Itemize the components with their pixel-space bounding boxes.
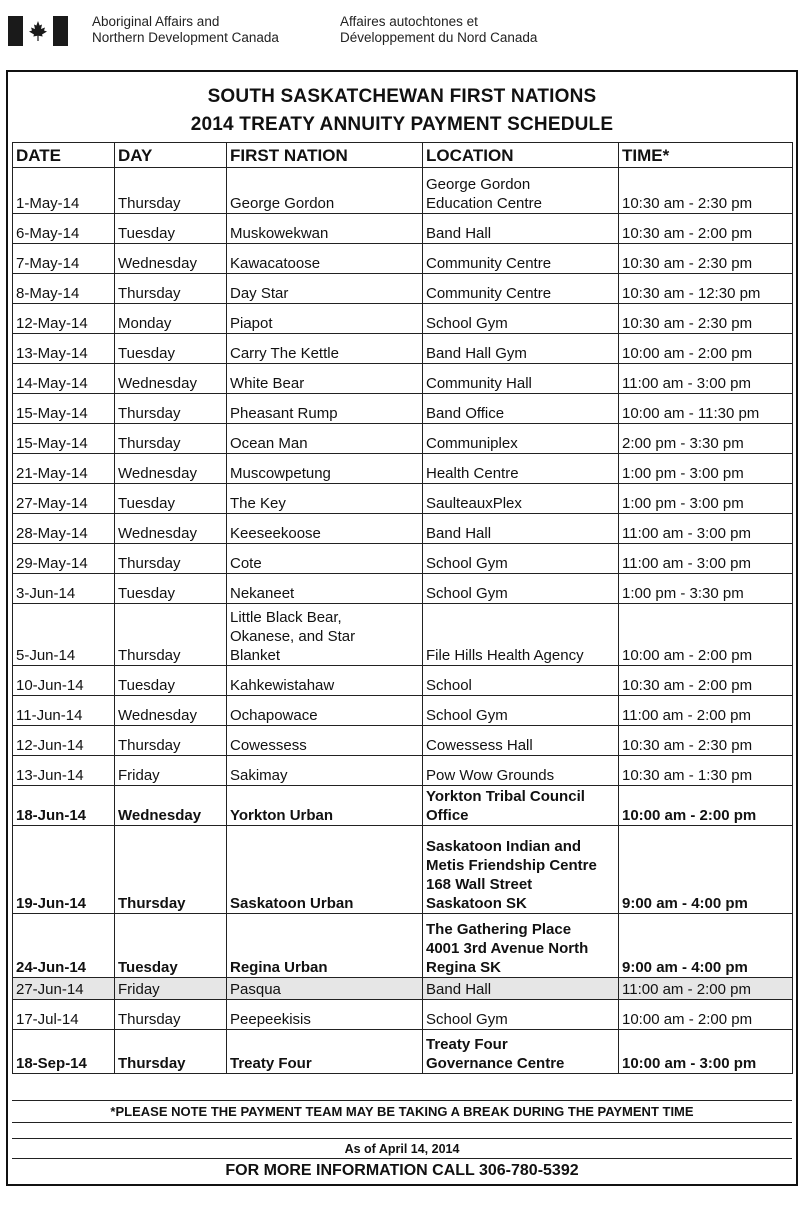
table-cell-location: Yorkton Tribal Council Office xyxy=(423,786,619,826)
table-cell-time: 10:30 am - 2:30 pm xyxy=(619,726,793,756)
blank-row xyxy=(12,1122,792,1139)
table-cell-time: 9:00 am - 4:00 pm xyxy=(619,914,793,978)
table-row xyxy=(13,334,793,364)
table-cell-nation: Piapot xyxy=(227,304,423,334)
table-cell-day: Thursday xyxy=(115,1000,227,1030)
payment-break-note: *PLEASE NOTE THE PAYMENT TEAM MAY BE TAKING A BREAK DURING THE PAYMENT TIME xyxy=(12,1100,792,1123)
table-cell-day: Tuesday xyxy=(115,484,227,514)
table-cell-time: 10:30 am - 1:30 pm xyxy=(619,756,793,786)
table-cell-nation: Sakimay xyxy=(227,756,423,786)
table-cell-time: 10:30 am - 2:00 pm xyxy=(619,214,793,244)
table-cell-day: Tuesday xyxy=(115,334,227,364)
table-cell-location: Health Centre xyxy=(423,454,619,484)
table-cell-date: 12-Jun-14 xyxy=(13,726,115,756)
agency-name-english: Aboriginal Affairs and Northern Development Canada xyxy=(92,14,279,45)
table-cell-day: Tuesday xyxy=(115,214,227,244)
table-cell-date: 15-May-14 xyxy=(13,424,115,454)
column-header: DAY xyxy=(115,143,227,168)
table-cell-time: 2:00 pm - 3:30 pm xyxy=(619,424,793,454)
table-cell-day: Thursday xyxy=(115,274,227,304)
table-cell-time: 10:30 am - 2:00 pm xyxy=(619,666,793,696)
table-cell-location: School Gym xyxy=(423,544,619,574)
schedule-table xyxy=(12,142,793,1074)
table-cell-day: Thursday xyxy=(115,394,227,424)
table-row xyxy=(13,274,793,304)
table-cell-day: Tuesday xyxy=(115,914,227,978)
contact-info: FOR MORE INFORMATION CALL 306-780-5392 xyxy=(12,1158,792,1183)
table-row xyxy=(13,304,793,334)
table-cell-time: 11:00 am - 3:00 pm xyxy=(619,514,793,544)
table-cell-location: Community Centre xyxy=(423,274,619,304)
table-row xyxy=(13,544,793,574)
table-cell-time: 10:30 am - 2:30 pm xyxy=(619,244,793,274)
table-cell-nation: The Key xyxy=(227,484,423,514)
table-cell-date: 8-May-14 xyxy=(13,274,115,304)
table-cell-nation: Yorkton Urban xyxy=(227,786,423,826)
table-row xyxy=(13,914,793,978)
table-row xyxy=(13,424,793,454)
table-cell-nation: Nekaneet xyxy=(227,574,423,604)
table-cell-location: File Hills Health Agency xyxy=(423,604,619,666)
table-cell-location: Cowessess Hall xyxy=(423,726,619,756)
table-cell-nation: Peepeekisis xyxy=(227,1000,423,1030)
table-cell-location: School Gym xyxy=(423,574,619,604)
schedule-frame xyxy=(6,70,798,1186)
table-cell-location: The Gathering Place 4001 3rd Avenue North Regina SK xyxy=(423,914,619,978)
table-cell-location: Band Office xyxy=(423,394,619,424)
table-cell-date: 13-May-14 xyxy=(13,334,115,364)
table-cell-nation: Cote xyxy=(227,544,423,574)
table-cell-day: Thursday xyxy=(115,726,227,756)
table-row xyxy=(13,1000,793,1030)
table-cell-day: Thursday xyxy=(115,604,227,666)
table-cell-time: 1:00 pm - 3:00 pm xyxy=(619,484,793,514)
table-cell-location: Saskatoon Indian and Metis Friendship Centre 168 Wall Street Saskatoon SK xyxy=(423,826,619,914)
table-cell-date: 12-May-14 xyxy=(13,304,115,334)
table-cell-day: Wednesday xyxy=(115,454,227,484)
table-cell-day: Monday xyxy=(115,304,227,334)
table-cell-date: 28-May-14 xyxy=(13,514,115,544)
table-row xyxy=(13,696,793,726)
table-cell-day: Thursday xyxy=(115,826,227,914)
table-cell-day: Thursday xyxy=(115,424,227,454)
table-cell-location: Band Hall Gym xyxy=(423,334,619,364)
table-cell-day: Wednesday xyxy=(115,786,227,826)
table-row xyxy=(13,454,793,484)
table-cell-date: 19-Jun-14 xyxy=(13,826,115,914)
table-cell-location: School xyxy=(423,666,619,696)
table-cell-location: Communiplex xyxy=(423,424,619,454)
table-cell-date: 5-Jun-14 xyxy=(13,604,115,666)
table-cell-date: 14-May-14 xyxy=(13,364,115,394)
table-cell-time: 10:00 am - 11:30 pm xyxy=(619,394,793,424)
table-row xyxy=(13,364,793,394)
table-cell-date: 27-Jun-14 xyxy=(13,978,115,1000)
table-cell-day: Tuesday xyxy=(115,666,227,696)
table-cell-day: Wednesday xyxy=(115,244,227,274)
table-cell-location: Community Centre xyxy=(423,244,619,274)
agency-name-french: Affaires autochtones et Développement du Nord Canada xyxy=(340,14,538,45)
table-cell-location: George Gordon Education Centre xyxy=(423,168,619,214)
table-row xyxy=(13,826,793,914)
table-cell-nation: Cowessess xyxy=(227,726,423,756)
as-of-date: As of April 14, 2014 xyxy=(12,1138,792,1159)
table-cell-day: Friday xyxy=(115,756,227,786)
table-cell-date: 15-May-14 xyxy=(13,394,115,424)
table-cell-location: Band Hall xyxy=(423,214,619,244)
column-header: TIME* xyxy=(619,143,793,168)
table-cell-time: 1:00 pm - 3:00 pm xyxy=(619,454,793,484)
column-header: LOCATION xyxy=(423,143,619,168)
table-cell-nation: Saskatoon Urban xyxy=(227,826,423,914)
table-cell-location: Treaty Four Governance Centre xyxy=(423,1030,619,1074)
table-header-row xyxy=(13,143,793,168)
canada-flag-icon xyxy=(8,16,68,46)
table-cell-date: 11-Jun-14 xyxy=(13,696,115,726)
table-cell-date: 3-Jun-14 xyxy=(13,574,115,604)
table-cell-location: Band Hall xyxy=(423,514,619,544)
schedule-title-line2: 2014 TREATY ANNUITY PAYMENT SCHEDULE xyxy=(190,114,614,135)
table-row xyxy=(13,168,793,214)
table-cell-nation: Carry The Kettle xyxy=(227,334,423,364)
table-cell-nation: Little Black Bear, Okanese, and Star Blanket xyxy=(227,604,423,666)
table-cell-nation: George Gordon xyxy=(227,168,423,214)
table-cell-nation: Pheasant Rump xyxy=(227,394,423,424)
table-cell-date: 7-May-14 xyxy=(13,244,115,274)
table-cell-nation: Regina Urban xyxy=(227,914,423,978)
table-cell-day: Friday xyxy=(115,978,227,1000)
table-cell-date: 18-Jun-14 xyxy=(13,786,115,826)
table-cell-location: Band Hall xyxy=(423,978,619,1000)
table-row xyxy=(13,574,793,604)
table-cell-day: Thursday xyxy=(115,1030,227,1074)
column-header: FIRST NATION xyxy=(227,143,423,168)
table-row xyxy=(13,484,793,514)
table-cell-day: Wednesday xyxy=(115,364,227,394)
table-cell-time: 10:00 am - 2:00 pm xyxy=(619,334,793,364)
table-cell-nation: Keeseekoose xyxy=(227,514,423,544)
table-cell-date: 1-May-14 xyxy=(13,168,115,214)
table-cell-date: 21-May-14 xyxy=(13,454,115,484)
schedule-title-line1: SOUTH SASKATCHEWAN FIRST NATIONS xyxy=(207,86,597,107)
table-cell-date: 24-Jun-14 xyxy=(13,914,115,978)
table-cell-time: 11:00 am - 3:00 pm xyxy=(619,544,793,574)
table-cell-day: Wednesday xyxy=(115,514,227,544)
table-row xyxy=(13,1030,793,1074)
table-cell-location: School Gym xyxy=(423,304,619,334)
table-row xyxy=(13,666,793,696)
table-cell-date: 18-Sep-14 xyxy=(13,1030,115,1074)
table-cell-nation: Ocean Man xyxy=(227,424,423,454)
table-cell-location: Community Hall xyxy=(423,364,619,394)
table-row xyxy=(13,604,793,666)
table-cell-nation: Muscowpetung xyxy=(227,454,423,484)
table-cell-date: 27-May-14 xyxy=(13,484,115,514)
table-cell-time: 10:30 am - 12:30 pm xyxy=(619,274,793,304)
table-cell-time: 10:00 am - 3:00 pm xyxy=(619,1030,793,1074)
table-cell-nation: Kawacatoose xyxy=(227,244,423,274)
table-cell-date: 6-May-14 xyxy=(13,214,115,244)
table-cell-day: Tuesday xyxy=(115,574,227,604)
table-cell-location: SaulteauxPlex xyxy=(423,484,619,514)
table-cell-time: 1:00 pm - 3:30 pm xyxy=(619,574,793,604)
table-cell-nation: Ochapowace xyxy=(227,696,423,726)
table-cell-nation: Day Star xyxy=(227,274,423,304)
table-cell-nation: Pasqua xyxy=(227,978,423,1000)
table-cell-time: 10:30 am - 2:30 pm xyxy=(619,168,793,214)
table-cell-day: Wednesday xyxy=(115,696,227,726)
column-header: DATE xyxy=(13,143,115,168)
table-cell-nation: Kahkewistahaw xyxy=(227,666,423,696)
table-cell-nation: Treaty Four xyxy=(227,1030,423,1074)
table-cell-date: 10-Jun-14 xyxy=(13,666,115,696)
table-cell-nation: Muskowekwan xyxy=(227,214,423,244)
table-cell-date: 17-Jul-14 xyxy=(13,1000,115,1030)
table-cell-location: School Gym xyxy=(423,696,619,726)
table-cell-time: 10:00 am - 2:00 pm xyxy=(619,604,793,666)
table-cell-day: Thursday xyxy=(115,544,227,574)
table-row xyxy=(13,756,793,786)
table-row xyxy=(13,214,793,244)
table-row xyxy=(13,726,793,756)
table-row xyxy=(13,978,793,1000)
table-cell-day: Thursday xyxy=(115,168,227,214)
table-cell-nation: White Bear xyxy=(227,364,423,394)
table-cell-date: 13-Jun-14 xyxy=(13,756,115,786)
table-cell-time: 10:30 am - 2:30 pm xyxy=(619,304,793,334)
table-cell-location: School Gym xyxy=(423,1000,619,1030)
table-row xyxy=(13,394,793,424)
table-row xyxy=(13,244,793,274)
table-cell-time: 11:00 am - 3:00 pm xyxy=(619,364,793,394)
table-cell-time: 11:00 am - 2:00 pm xyxy=(619,978,793,1000)
table-cell-time: 11:00 am - 2:00 pm xyxy=(619,696,793,726)
table-cell-date: 29-May-14 xyxy=(13,544,115,574)
table-row xyxy=(13,514,793,544)
table-cell-location: Pow Wow Grounds xyxy=(423,756,619,786)
table-cell-time: 9:00 am - 4:00 pm xyxy=(619,826,793,914)
table-cell-time: 10:00 am - 2:00 pm xyxy=(619,1000,793,1030)
table-cell-time: 10:00 am - 2:00 pm xyxy=(619,786,793,826)
page-header xyxy=(0,0,808,60)
table-row xyxy=(13,786,793,826)
